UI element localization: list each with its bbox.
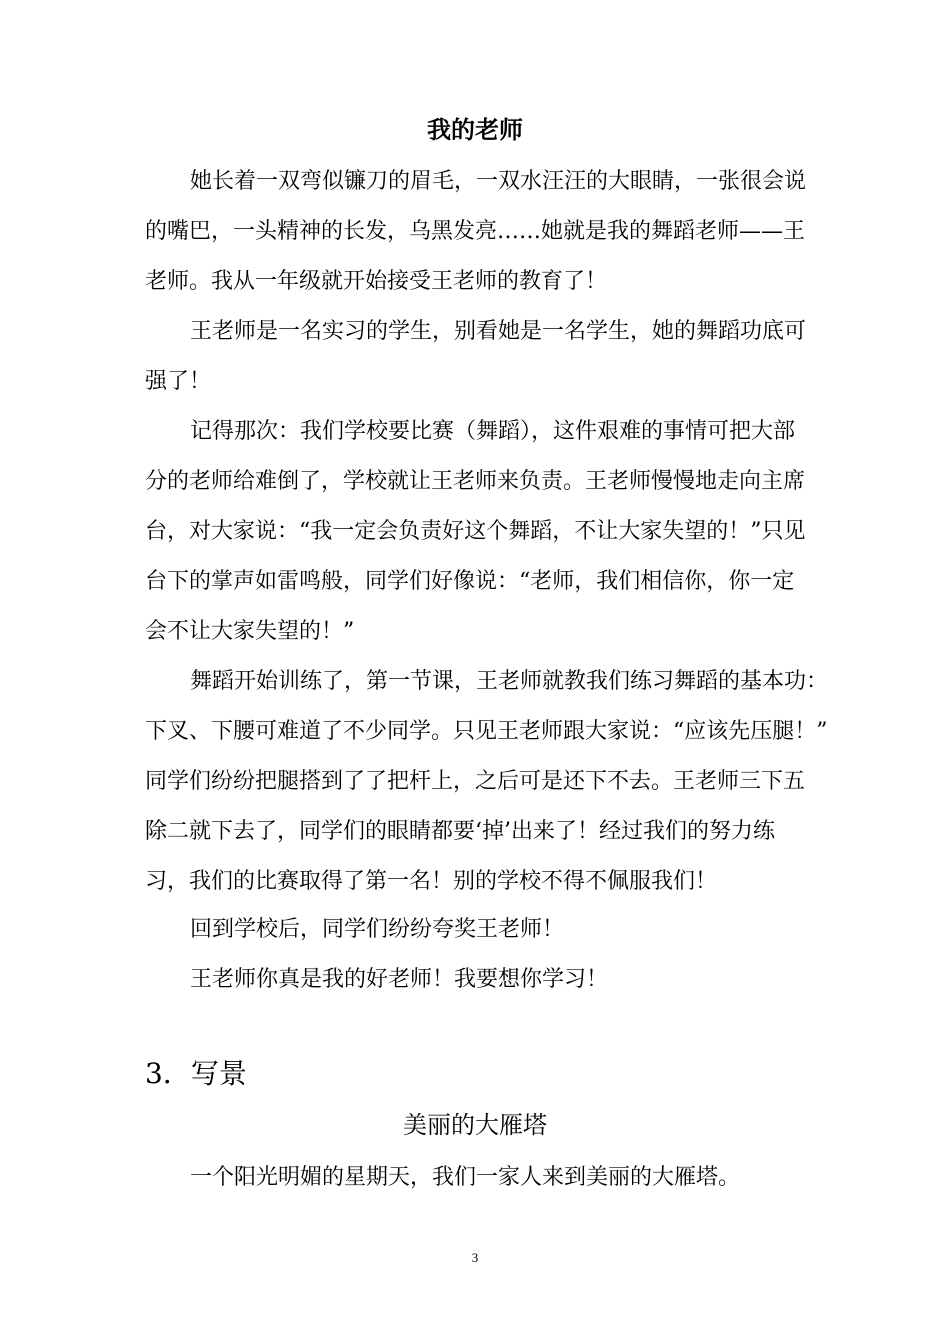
page-number: 3 [471, 1250, 479, 1265]
paragraph-line: 一个阳光明媚的星期天，我们一家人来到美丽的大雁塔。 [190, 1165, 741, 1190]
paragraph-line: 回到学校后，同学们纷纷夸奖王老师！ [190, 917, 565, 942]
paragraph-line: 同学们纷纷把腿搭到了了把杆上，之后可是还下不去。王老师三下五 [145, 769, 806, 794]
paragraph-line: 下叉、下腰可难道了不少同学。只见王老师跟大家说：“应该先压腿！” [145, 719, 828, 744]
section-heading: 3．写景 [145, 1057, 247, 1090]
section-subtitle: 美丽的大雁塔 [403, 1111, 547, 1139]
paragraph-line: 台，对大家说：“我一定会负责好这个舞蹈，不让大家失望的！”只见 [145, 519, 806, 544]
paragraph-line: 王老师是一名实习的学生，别看她是一名学生，她的舞蹈功底可 [190, 319, 807, 344]
essay-title: 我的老师 [427, 115, 523, 144]
paragraph-line: 舞蹈开始训练了，第一节课，王老师就教我们练习舞蹈的基本功： [190, 669, 829, 694]
paragraph-line: 会不让大家失望的！” [145, 619, 355, 644]
paragraph-line: 她长着一双弯似镰刀的眉毛，一双水汪汪的大眼睛，一张很会说 [190, 169, 807, 194]
paragraph-line: 记得那次：我们学校要比赛（舞蹈），这件艰难的事情可把大部 [190, 419, 796, 444]
paragraph-line: 台下的掌声如雷鸣般，同学们好像说：“老师，我们相信你，你一定 [145, 569, 795, 594]
paragraph-line: 老师。我从一年级就开始接受王老师的教育了！ [145, 269, 608, 294]
paragraph-line: 分的老师给难倒了，学校就让王老师来负责。王老师慢慢地走向主席 [145, 469, 806, 494]
paragraph-line: 除二就下去了，同学们的眼睛都要‘掉’出来了！经过我们的努力练 [145, 819, 775, 844]
paragraph-line: 的嘴巴，一头精神的长发，乌黑发亮……她就是我的舞蹈老师——王 [145, 219, 806, 244]
paragraph-line: 习，我们的比赛取得了第一名！别的学校不得不佩服我们！ [145, 869, 718, 894]
paragraph-line: 王老师你真是我的好老师！我要想你学习！ [190, 967, 609, 992]
paragraph-line: 强了！ [145, 369, 212, 394]
